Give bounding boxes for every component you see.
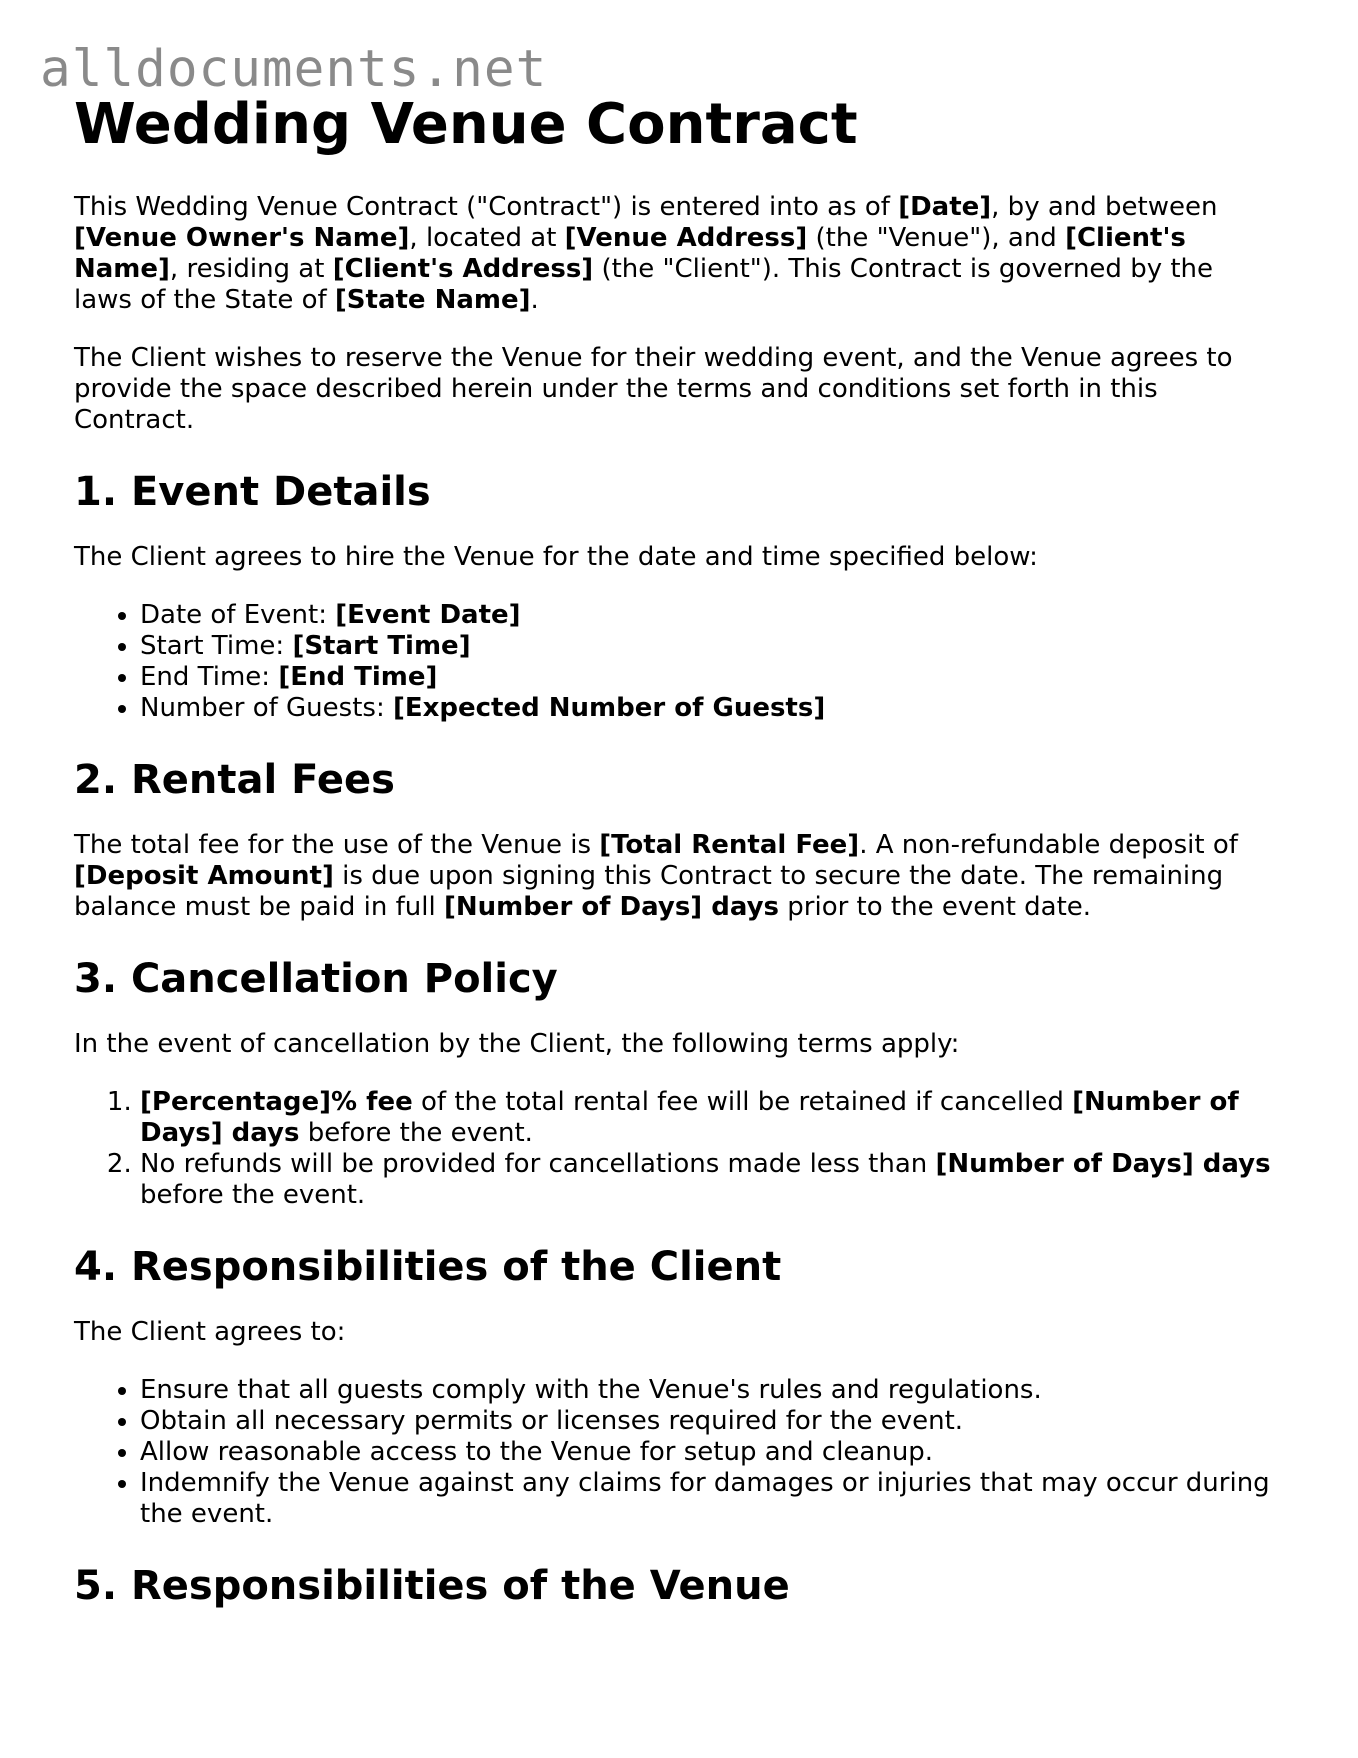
section-heading-cancellation: 3. Cancellation Policy [74,956,558,1002]
placeholder-field: [Deposit Amount] [74,861,334,891]
section-heading-rental-fees: 2. Rental Fees [74,757,395,803]
section-heading-client-responsibilities: 4. Responsibilities of the Client [74,1244,782,1290]
client-responsibilities-list [74,1375,1274,1530]
event-details-list [74,600,1274,724]
watermark: alldocuments.net [40,40,548,99]
event-details-text: The Client agrees to hire the Venue for the date and time specified below: [74,542,1038,572]
list-item: • Number of Guests: [Expected Number of Guests] [140,693,1274,724]
placeholder-field: [Number of Days] days [443,892,780,922]
list-item: • Ensure that all guests comply with the Venue's rules and regulations. [140,1375,1274,1406]
intro-paragraph: This Wedding Venue Contract ("Contract") is entered into as of [Date], by and between [Venue Owner's Name], located at [Venue Address] (the "Venue"), and [Client's Name], residing at [Client's Address] (the "Client"). This Contract is governed by the laws of the State of [State Name]. [74,192,1218,315]
client-responsibilities-text: The Client agrees to: [74,1317,346,1347]
placeholder-field: [End Time] [278,662,438,692]
list-item: 1. [Percentage]% fee of the total rental fee will be retained if cancelled [Number of Days] days before the event. [140,1087,1274,1149]
placeholder-field: [Client's Name] [74,223,1186,284]
placeholder-field: [Number of Days] days [140,1087,1239,1148]
cancellation-text: In the event of cancellation by the Client, the following terms apply: [74,1029,960,1059]
section-heading-venue-responsibilities: 5. Responsibilities of the Venue [74,1563,790,1609]
list-item: • Start Time: [Start Time] [140,631,1274,662]
placeholder-field: [Venue Address] [564,223,808,253]
placeholder-field: [Venue Owner's Name] [74,223,410,253]
placeholder-field: [Total Rental Fee] [599,830,860,860]
placeholder-field: [Number of Days] days [935,1149,1271,1179]
list-item: • Indemnify the Venue against any claims for damages or injuries that may occur during the event. [140,1468,1274,1530]
list-item: • Date of Event: [Event Date] [140,600,1274,631]
list-item: • End Time: [End Time] [140,662,1274,693]
document-page [74,90,1274,1636]
list-item: 2. No refunds will be provided for cancellations made less than [Number of Days] days before the event. [140,1149,1274,1211]
page-title: Wedding Venue Contract [74,92,858,157]
placeholder-field: [Client's Address] [332,254,594,284]
placeholder-field: [Start Time] [292,631,471,661]
cancellation-list [74,1087,1274,1211]
rental-fees-text: The total fee for the use of the Venue is [Total Rental Fee]. A non-refundable deposit of [Deposit Amount] is due upon signing this Contract to secure the date. The remaining balance must be paid in full [Number of Days] days prior to the event date. [74,830,1238,922]
placeholder-field: [Date] [898,192,992,222]
intro-purpose-paragraph: The Client wishes to reserve the Venue for their wedding event, and the Venue agrees to provide the space described herein under the terms and conditions set forth in this Contract. [74,343,1233,435]
placeholder-field: [Event Date] [335,600,521,630]
section-heading-event-details: 1. Event Details [74,469,431,515]
placeholder-field: [State Name] [334,285,531,315]
placeholder-field: [Expected Number of Guests] [392,693,826,723]
placeholder-field: [Percentage]% fee [140,1087,413,1117]
list-item: • Allow reasonable access to the Venue for setup and cleanup. [140,1437,1274,1468]
list-item: • Obtain all necessary permits or licenses required for the event. [140,1406,1274,1437]
